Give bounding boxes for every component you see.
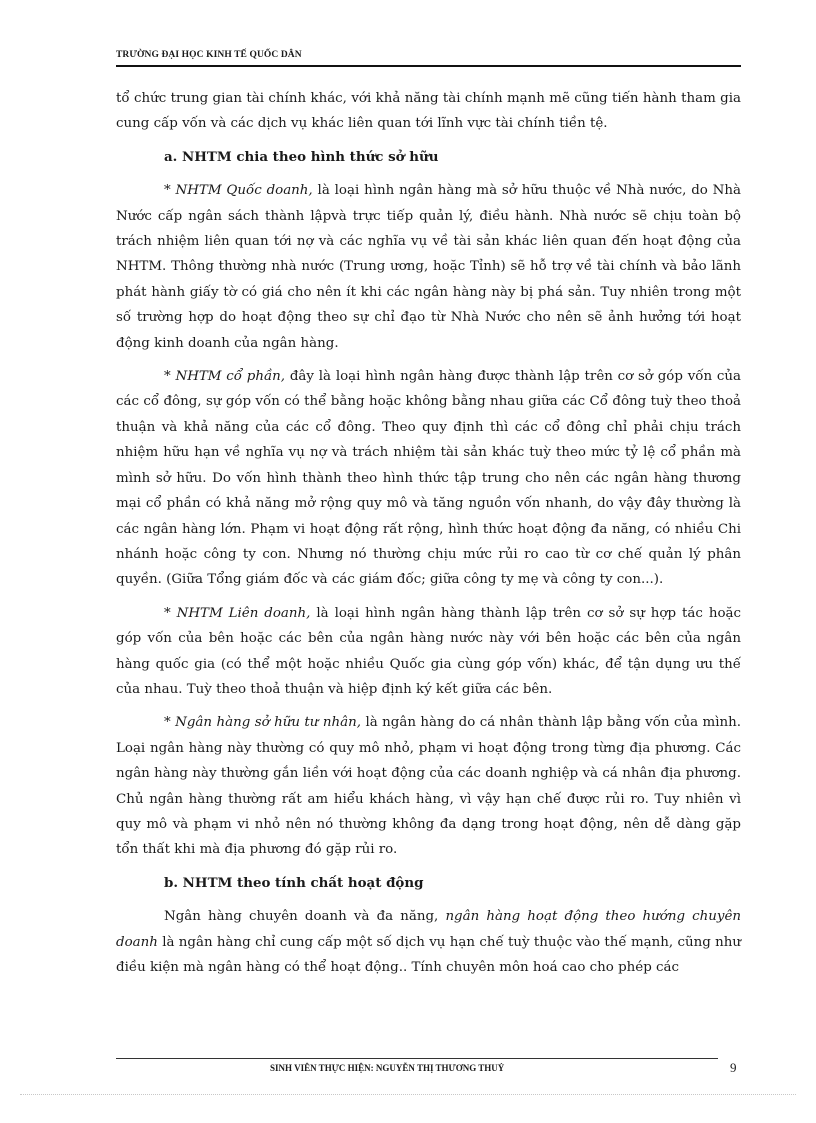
term-private: * Ngân hàng sở hữu tư nhân, — [164, 715, 361, 731]
term-joint-stock: * NHTM cổ phần, — [164, 369, 286, 385]
paragraph-continuation: tổ chức trung gian tài chính khác, với khả năng tài chính mạnh mẽ cũng tiến hành tham gia cung cấp vốn và các dịch vụ khác liên quan tới lĩnh vực tài chính tiền tệ. — [116, 91, 741, 132]
paragraph-state-owned: * NHTM Quốc doanh, là loại hình ngân hàng mà sở hữu thuộc về Nhà nước, do Nhà Nước cấp ngân sách thành lậpvà trực tiếp quản lý, điều hành. Nhà nước sẽ chịu toàn bộ trách nhiệm liên quan tới nợ và các nghĩa vụ về tài sản khác liên quan đến hoạt động của NHTM. Thông thường nhà nước (Trung ương, hoặc Tỉnh) sẽ hỗ trợ về tài chính và bảo lãnh phát hành giấy tờ có giá cho nên ít khi các ngân hàng này bị phá sản. Tuy nhiên trong một số trường hợp do hoạt động theo sự chỉ đạo từ Nhà Nước cho nên sẽ ảnh hưởng tới hoạt động kinh doanh của ngân hàng. — [116, 183, 741, 351]
term-joint-venture: * NHTM Liên doanh, — [164, 605, 311, 621]
paragraph-private: * Ngân hàng sở hữu tư nhân, là ngân hàng do cá nhân thành lập bằng vốn của mình. Loại ngân hàng này thường có quy mô nhỏ, phạm vi hoạt động trong từng địa phương. Các ngân hàng này thường gắn liền với hoạt động của các doanh nghiệp và cá nhân địa phương. Chủ ngân hàng thường rất am hiểu khách hàng, vì vậy hạn chế được rủi ro. Tuy nhiên vì quy mô và phạm vi nhỏ nên nó thường không đa dạng trong hoạt động, nên dễ dàng gặp tổn thất khi mà địa phương đó gặp rủi ro. — [116, 715, 741, 858]
header-rule — [116, 65, 741, 67]
footer-rule — [116, 1058, 718, 1059]
section-heading-b: b. NHTM theo tính chất hoạt động — [164, 874, 424, 891]
paragraph-joint-stock: * NHTM cổ phần, đây là loại hình ngân hàng được thành lập trên cơ sở góp vốn của các cổ đông, sự góp vốn có thể bằng hoặc không bằng nhau giữa các Cổ đông tuỳ theo thoả thuận và khả năng của các cổ đông. Theo quy định thì các cổ đông chỉ phải chịu trách nhiệm hữu hạn về nghĩa vụ nợ và trách nhiệm tài sản khác tuỳ theo mức tỷ lệ cổ phần mà mình sở hữu. Do vốn hình thành theo hình thức tập trung cho nên các ngân hàng thương mại cổ phần có khả năng mở rộng quy mô và tăng nguồn vốn nhanh, do vậy đây thường là các ngân hàng lớn. Phạm vi hoạt động rất rộng, hình thức hoạt động đa năng, có nhiều Chi nhánh hoặc công ty con. Nhưng nó thường chịu mức rủi ro cao từ cơ chế quản lý phân quyền. (Giữa Tổng giám đốc và các giám đốc; giữa công ty mẹ và công ty con...). — [116, 369, 741, 588]
footer-author: SINH VIÊN THỰC HIỆN: NGUYỄN THỊ THƯƠNG THUỶ — [270, 1063, 505, 1073]
running-header: TRƯỜNG ĐẠI HỌC KINH TẾ QUỐC DÂN — [116, 50, 302, 60]
page-number: 9 — [730, 1060, 737, 1075]
page-body — [116, 86, 741, 980]
term-specialized: ngân hàng hoạt động theo hướng chuyên doanh — [116, 909, 742, 950]
page-edge-dotted-line — [20, 1094, 796, 1095]
paragraph-joint-venture: * NHTM Liên doanh, là loại hình ngân hàng thành lập trên cơ sở sự hợp tác hoặc góp vốn của bên hoặc các bên của ngân hàng nước này với bên hoặc các bên của ngân hàng quốc gia (có thể một hoặc nhiều Quốc gia cùng góp vốn) khác, để tận dụng ưu thế của nhau. Tuỳ theo thoả thuận và hiệp định ký kết giữa các bên. — [116, 605, 741, 697]
paragraph-specialized: Ngân hàng chuyên doanh và đa năng, ngân hàng hoạt động theo hướng chuyên doanh là ngân hàng chỉ cung cấp một số dịch vụ hạn chế tuỳ thuộc vào thế mạnh, cũng như điều kiện mà ngân hàng có thể hoạt động.. Tính chuyên môn hoá cao cho phép các — [116, 909, 742, 975]
section-heading-a: a. NHTM chia theo hình thức sở hữu — [164, 148, 439, 165]
term-state-owned: * NHTM Quốc doanh, — [164, 183, 313, 199]
